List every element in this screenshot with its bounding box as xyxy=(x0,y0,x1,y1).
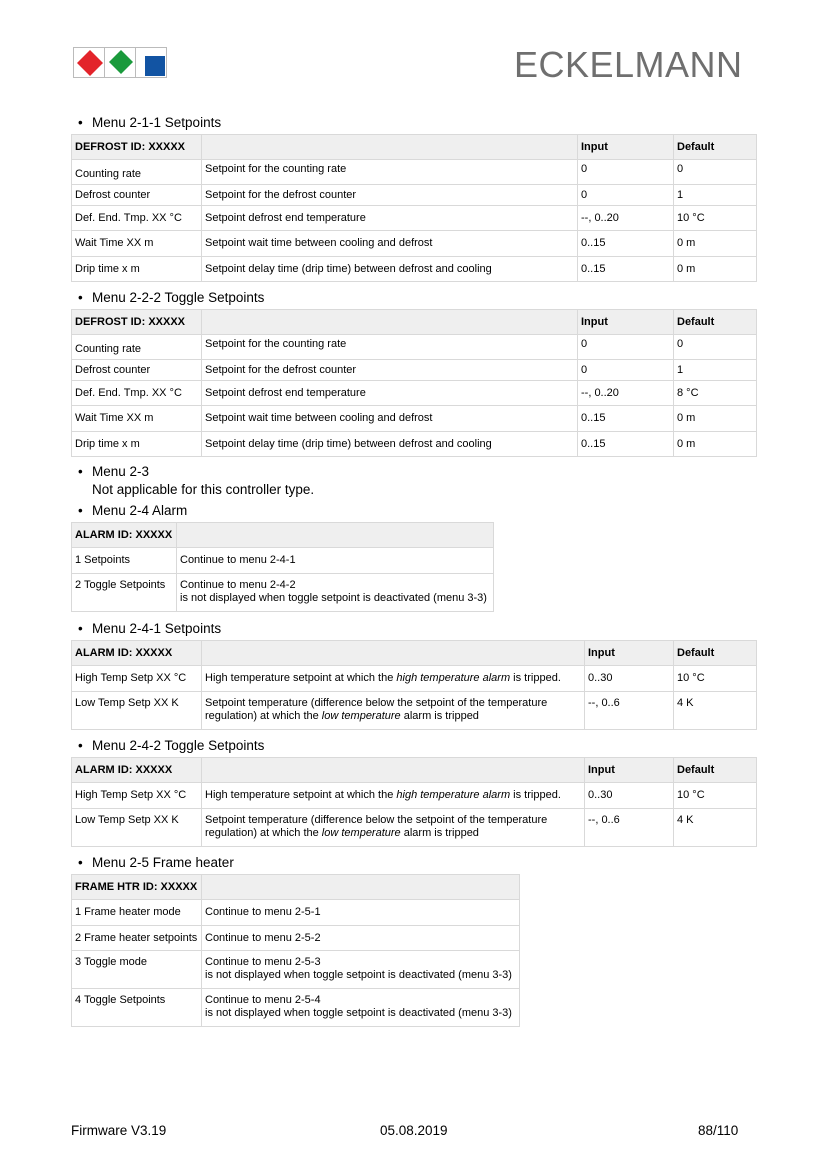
defrost-setpoints-table xyxy=(71,134,757,282)
section-heading-2-2-2: • Menu 2-2-2 Toggle Setpoints xyxy=(78,290,265,305)
logo-blue-square xyxy=(145,56,165,76)
section-heading-2-4-1: • Menu 2-4-1 Setpoints xyxy=(78,621,222,636)
table-row: 1 Frame heater mode Continue to menu 2-5-1 xyxy=(72,900,520,926)
table-row: Defrost counter Setpoint for the defrost counter 0 1 xyxy=(72,185,757,206)
table-row: Low Temp Setp XX K Setpoint temperature (difference below the setpoint of the temperature regulation) at which the low temperature alarm is tripped --, 0..6 4 K xyxy=(72,809,757,847)
section-heading-2-4-2: • Menu 2-4-2 Toggle Setpoints xyxy=(78,738,265,753)
table-row: Drip time x m Setpoint delay time (drip time) between defrost and cooling 0..15 0 m xyxy=(72,432,757,457)
table-row: Counting rate Setpoint for the counting rate 0 0 xyxy=(72,160,757,185)
table-row: 2 Toggle Setpoints Continue to menu 2-4-2 is not displayed when toggle setpoint is deactivated (menu 3-3) xyxy=(72,574,494,612)
table-header-row: ALARM ID: XXXXX Input Default xyxy=(72,641,757,666)
section-heading-2-4: • Menu 2-4 Alarm xyxy=(78,503,188,518)
alarm-menu-table xyxy=(71,522,494,612)
section-note: Not applicable for this controller type. xyxy=(92,482,315,497)
table-header-row: DEFROST ID: XXXXX Input Default xyxy=(72,310,757,335)
footer-page-number: 88/110 xyxy=(698,1123,739,1138)
section-heading-2-5: • Menu 2-5 Frame heater xyxy=(78,855,234,870)
table-row: Defrost counter Setpoint for the defrost counter 0 1 xyxy=(72,360,757,381)
footer-firmware: Firmware V3.19 xyxy=(71,1123,167,1138)
table-header-row: FRAME HTR ID: XXXXX xyxy=(72,875,520,900)
table-row: Wait Time XX m Setpoint wait time between cooling and defrost 0..15 0 m xyxy=(72,406,757,432)
table-row: Counting rate Setpoint for the counting rate 0 0 xyxy=(72,335,757,360)
table-row: 3 Toggle mode Continue to menu 2-5-3 is not displayed when toggle setpoint is deactivated (menu 3-3) xyxy=(72,951,520,989)
table-row: 4 Toggle Setpoints Continue to menu 2-5-4 is not displayed when toggle setpoint is deactivated (menu 3-3) xyxy=(72,989,520,1027)
table-row: 2 Frame heater setpoints Continue to menu 2-5-2 xyxy=(72,926,520,951)
defrost-toggle-setpoints-table xyxy=(71,309,757,457)
section-heading-2-3: • Menu 2-3 xyxy=(78,464,150,479)
alarm-setpoints-table xyxy=(71,640,757,730)
brand-wordmark: ECKELMANN xyxy=(514,44,743,85)
table-row: Wait Time XX m Setpoint wait time between cooling and defrost 0..15 0 m xyxy=(72,231,757,257)
table-header-row: ALARM ID: XXXXX Input Default xyxy=(72,758,757,783)
section-heading-2-1-1: • Menu 2-1-1 Setpoints xyxy=(78,115,222,130)
eckelmann-logo xyxy=(73,47,167,78)
table-row: High Temp Setp XX °C High temperature setpoint at which the high temperature alarm is tripped. 0..30 10 °C xyxy=(72,666,757,692)
table-row: 1 Setpoints Continue to menu 2-4-1 xyxy=(72,548,494,574)
table-header-row: ALARM ID: XXXXX xyxy=(72,523,494,548)
table-row: Drip time x m Setpoint delay time (drip time) between defrost and cooling 0..15 0 m xyxy=(72,257,757,282)
table-header-row: DEFROST ID: XXXXX Input Default xyxy=(72,135,757,160)
table-row: Def. End. Tmp. XX °C Setpoint defrost end temperature --, 0..20 8 °C xyxy=(72,381,757,406)
frame-heater-menu-table xyxy=(71,874,520,1027)
alarm-toggle-setpoints-table xyxy=(71,757,757,847)
table-row: Def. End. Tmp. XX °C Setpoint defrost end temperature --, 0..20 10 °C xyxy=(72,206,757,231)
table-row: High Temp Setp XX °C High temperature setpoint at which the high temperature alarm is tripped. 0..30 10 °C xyxy=(72,783,757,809)
table-row: Low Temp Setp XX K Setpoint temperature (difference below the setpoint of the temperature regulation) at which the low temperature alarm is tripped --, 0..6 4 K xyxy=(72,692,757,730)
footer-date: 05.08.2019 xyxy=(380,1123,448,1138)
